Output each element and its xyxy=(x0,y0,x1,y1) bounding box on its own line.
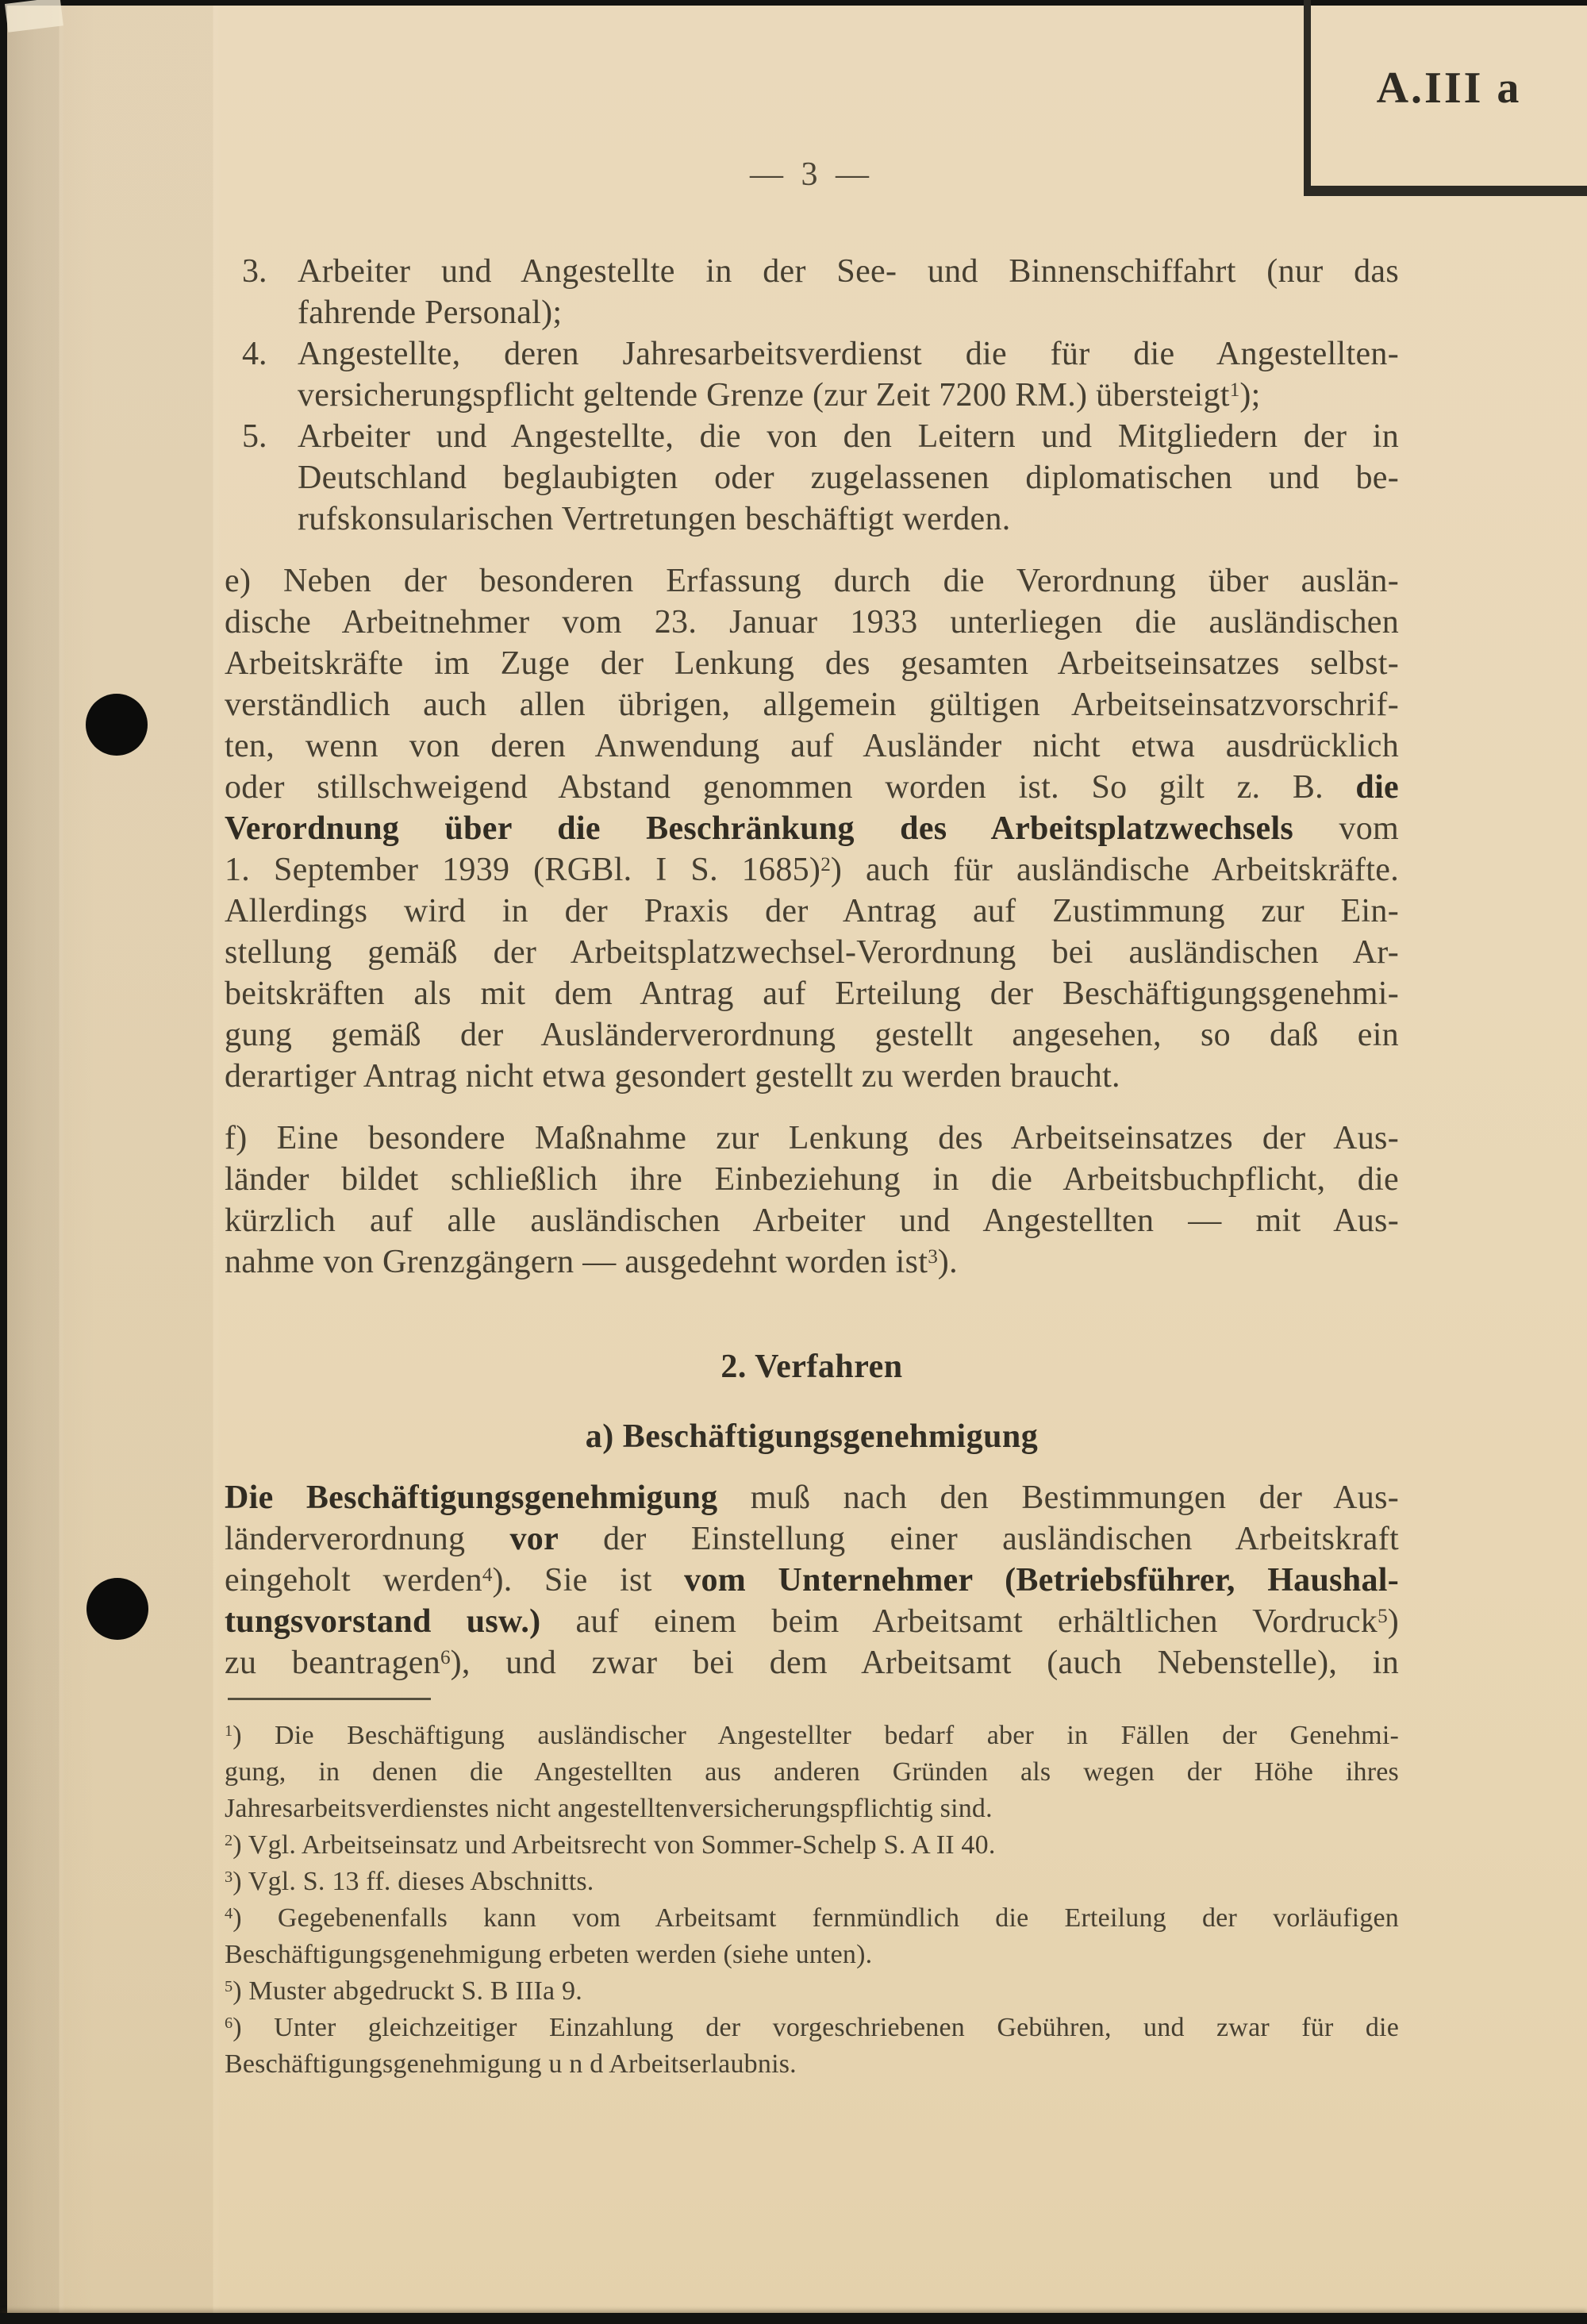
bold-text-run: vor xyxy=(509,1521,559,1557)
section-heading: 2. Verfahren xyxy=(720,1349,903,1385)
text-line xyxy=(225,602,1399,643)
text-line xyxy=(225,1118,1399,1159)
footnote-reference: 6 xyxy=(440,1646,451,1668)
text-line xyxy=(298,457,1399,498)
text-run: ) Muster abgedruckt S. B IIIa 9. xyxy=(232,1976,582,2006)
footnote-line xyxy=(225,1937,1399,1973)
footnote-reference: 3 xyxy=(225,1868,233,1887)
footnote-line xyxy=(225,1791,1399,1827)
footnote-line xyxy=(225,1754,1399,1791)
text-run: der Einstellung einer ausländischen Arbeitskraft xyxy=(559,1521,1399,1557)
text-run: Angestellte, deren Jahresarbeitsverdienst die für die Angestellten- xyxy=(298,336,1399,372)
paragraph xyxy=(225,560,1399,1097)
list-item-marker: 3. xyxy=(242,253,267,290)
text-run: ) xyxy=(1387,1603,1400,1640)
bold-text-run: Verordnung über die Beschränkung des Arbeitsplatzwechsels xyxy=(225,810,1294,847)
classification-stamp-label: A.III a xyxy=(1376,63,1522,113)
text-run: Deutschland beglaubigten oder zugelassenen diplomatischen und be- xyxy=(298,460,1399,496)
text-line xyxy=(298,251,1399,292)
text-line xyxy=(225,560,1399,602)
text-run: Beschäftigungsgenehmigung u n d Arbeitserlaubnis. xyxy=(225,2049,797,2079)
footnote-line xyxy=(225,1864,1399,1900)
text-line xyxy=(225,684,1399,725)
footnote-reference: 3 xyxy=(928,1245,938,1268)
scan-edge-left xyxy=(0,0,7,2324)
text-run: ) Unter gleichzeitiger Einzahlung der vorgeschriebenen Gebühren, und zwar für die xyxy=(232,2013,1399,2042)
footnote-reference: 4 xyxy=(225,1905,233,1923)
text-run: f) Eine besondere Maßnahme zur Lenkung des Arbeitseinsatzes der Aus- xyxy=(225,1120,1399,1156)
text-run: ) Die Beschäftigung ausländischer Angestellter bedarf aber in Fällen der Genehmi- xyxy=(232,1721,1399,1750)
text-run: Jahresarbeitsverdienstes nicht angestelltenversicherungspflichtig sind. xyxy=(225,1794,993,1823)
text-run: Arbeiter und Angestellte, die von den Leitern und Mitgliedern der in xyxy=(298,418,1399,455)
list-item-marker: 4. xyxy=(242,336,267,372)
paragraph xyxy=(225,1118,1399,1283)
text-line xyxy=(225,1014,1399,1056)
footnote-line xyxy=(225,2046,1399,2083)
text-run: Arbeitskräfte im Zuge der Lenkung des gesamten Arbeitseinsatzes selbst- xyxy=(225,645,1399,682)
footnote-reference: 5 xyxy=(1378,1605,1388,1627)
text-run: vom xyxy=(1293,810,1399,847)
text-line xyxy=(225,808,1399,849)
text-run: 1. September 1939 (RGBl. I S. 1685) xyxy=(225,852,821,888)
text-run: ), und zwar bei dem Arbeitsamt (auch Nebenstelle), in xyxy=(450,1645,1399,1681)
text-run: muß nach den Bestimmungen der Aus- xyxy=(717,1479,1399,1516)
text-run: Beschäftigungsgenehmigung erbeten werden (siehe unten). xyxy=(225,1940,873,1969)
paragraph xyxy=(225,1477,1399,1683)
text-run: oder stillschweigend Abstand genommen worden ist. So gilt z. B. xyxy=(225,769,1356,806)
text-run: ); xyxy=(1239,377,1261,414)
footnotes-block xyxy=(225,1718,1399,2083)
footnote-line xyxy=(225,1973,1399,2010)
footnote-reference: 6 xyxy=(225,2014,233,2033)
bold-text-run: tungsvorstand usw.) xyxy=(225,1603,541,1640)
text-line xyxy=(225,891,1399,932)
footnote-line xyxy=(225,1827,1399,1864)
bold-text-run: die xyxy=(1355,769,1399,806)
text-run: länder bildet schließlich ihre Einbeziehung in die Arbeitsbuchpflicht, die xyxy=(225,1161,1399,1198)
text-line xyxy=(298,416,1399,457)
punch-hole-top xyxy=(86,694,148,756)
text-line xyxy=(298,498,1399,540)
text-run: ) Vgl. Arbeitseinsatz und Arbeitsrecht von Sommer-Schelp S. A II 40. xyxy=(232,1830,996,1860)
text-line xyxy=(225,1601,1399,1642)
text-line xyxy=(225,973,1399,1014)
text-run: auf einem beim Arbeitsamt erhältlichen Vordruck xyxy=(540,1603,1378,1640)
text-run: kürzlich auf alle ausländischen Arbeiter und Angestellten — mit Aus- xyxy=(225,1202,1399,1239)
text-run: eingeholt werden xyxy=(225,1562,482,1599)
text-run: ) Vgl. S. 13 ff. dieses Abschnitts. xyxy=(232,1867,594,1896)
text-run: versicherungspflicht geltende Grenze (zur Zeit 7200 RM.) übersteigt xyxy=(298,377,1230,414)
footnote-reference: 1 xyxy=(1229,379,1240,401)
text-run: zu beantragen xyxy=(225,1645,440,1681)
text-run: Arbeiter und Angestellte in der See- und Binnenschiffahrt (nur das xyxy=(298,253,1399,290)
footnote-reference: 2 xyxy=(225,1832,233,1850)
footnote-line xyxy=(225,1900,1399,1937)
text-run: nahme von Grenzgängern — ausgedehnt worden ist xyxy=(225,1244,928,1280)
bold-text-run: Die Beschäftigungsgenehmigung xyxy=(225,1479,718,1516)
text-line xyxy=(225,1560,1399,1601)
text-line xyxy=(298,333,1399,375)
text-run: beitskräften als mit dem Antrag auf Erteilung der Beschäftigungsgenehmi- xyxy=(225,975,1399,1012)
page-number: — 3 — xyxy=(750,156,874,193)
text-run: e) Neben der besonderen Erfassung durch die Verordnung über auslän- xyxy=(225,563,1399,599)
footnote-reference: 4 xyxy=(482,1564,493,1586)
text-line xyxy=(225,1056,1399,1097)
list-item xyxy=(225,251,1399,333)
text-line xyxy=(225,1241,1399,1283)
text-line xyxy=(225,725,1399,767)
text-line xyxy=(225,1518,1399,1560)
text-line xyxy=(225,767,1399,808)
text-run: dische Arbeitnehmer vom 23. Januar 1933 unterliegen die ausländischen xyxy=(225,604,1399,641)
text-line xyxy=(298,375,1399,416)
list-item-marker: 5. xyxy=(242,418,267,455)
text-run: länderverordnung xyxy=(225,1521,510,1557)
text-line xyxy=(225,932,1399,973)
list-item xyxy=(225,416,1399,540)
text-run: derartiger Antrag nicht etwa gesondert gestellt zu werden braucht. xyxy=(225,1058,1120,1095)
footnote-separator-rule xyxy=(228,1698,431,1700)
text-run: ) Gegebenenfalls kann vom Arbeitsamt fernmündlich die Erteilung der vorläufigen xyxy=(232,1903,1399,1933)
footnote-reference: 5 xyxy=(225,1978,233,1996)
text-run: ) auch für ausländische Arbeitskräfte. xyxy=(830,852,1399,888)
footnote-line xyxy=(225,1718,1399,1754)
text-run: gung, in denen die Angestellten aus anderen Gründen als wegen der Höhe ihres xyxy=(225,1757,1399,1787)
text-run: fahrende Personal); xyxy=(298,294,563,331)
text-line xyxy=(225,849,1399,891)
text-line xyxy=(298,292,1399,333)
text-line xyxy=(225,1642,1399,1683)
text-line xyxy=(225,1159,1399,1200)
punch-hole-bottom xyxy=(86,1578,148,1640)
footnote-reference: 2 xyxy=(820,853,831,875)
text-run: gung gemäß der Ausländerverordnung gestellt angesehen, so daß ein xyxy=(225,1017,1399,1053)
text-line xyxy=(225,643,1399,684)
footnote-reference: 1 xyxy=(225,1722,233,1741)
text-line xyxy=(225,1200,1399,1241)
text-run: Allerdings wird in der Praxis der Antrag auf Zustimmung zur Ein- xyxy=(225,893,1399,929)
text-run: ). xyxy=(937,1244,958,1280)
text-line xyxy=(225,1477,1399,1518)
text-run: rufskonsularischen Vertretungen beschäftigt werden. xyxy=(298,501,1011,537)
text-run: stellung gemäß der Arbeitsplatzwechsel-Verordnung bei ausländischen Ar- xyxy=(225,934,1399,971)
paper-corner xyxy=(5,0,63,33)
text-column xyxy=(225,251,1399,2083)
footnote-line xyxy=(225,2010,1399,2046)
bold-text-run: vom Unternehmer (Betriebsführer, Haushal- xyxy=(684,1562,1399,1599)
text-run: ). Sie ist xyxy=(492,1562,685,1599)
scan-edge-bottom xyxy=(0,2313,1587,2324)
text-run: ten, wenn von deren Anwendung auf Ausländer nicht etwa ausdrücklich xyxy=(225,728,1399,764)
list-item xyxy=(225,333,1399,416)
text-run: verständlich auch allen übrigen, allgemein gültigen Arbeitseinsatzvorschrif- xyxy=(225,687,1399,723)
subsection-heading: a) Beschäftigungsgenehmigung xyxy=(585,1418,1039,1455)
